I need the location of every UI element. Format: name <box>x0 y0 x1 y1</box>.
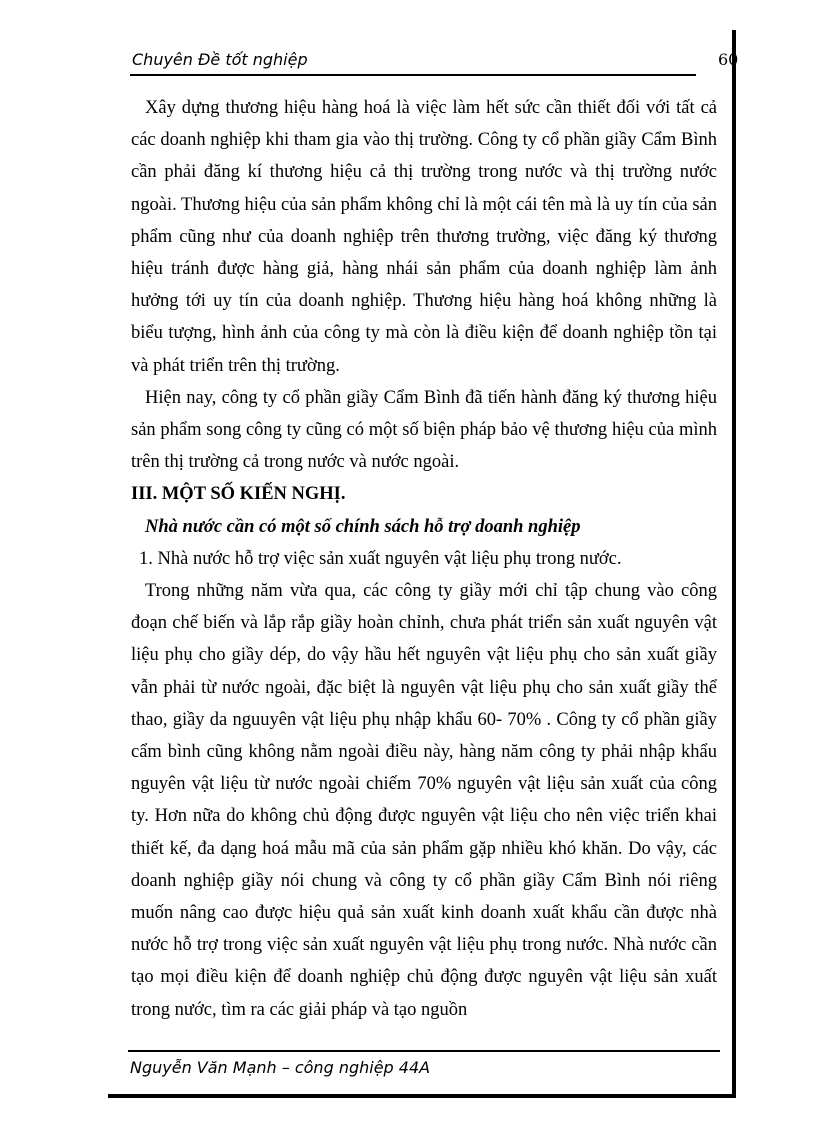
document-body <box>131 92 717 1026</box>
page-number: 60 <box>718 50 739 69</box>
list-item: 1. Nhà nước hỗ trợ việc sản xuất nguyên vật liệu phụ trong nước. <box>139 548 622 569</box>
paragraph: Trong những năm vừa qua, các công ty giầy mới chỉ tập chung vào công đoạn chế biến và lắp rắp giầy hoàn chỉnh, chưa phát triển sản xuất nguyên vật liệu phụ cho giầy dép, do vậy hầu hết nguyên vật liệu phụ cho sản xuất giầy vẫn phải từ nước ngoài, đặc biệt là nguyên vật liệu phụ cho sản xuất giầy thể thao, giầy da nguuyên vật liệu phụ nhập khẩu 60- 70% . Công ty cổ phần giầy cẩm bình cũng không nằm ngoài điều này, hàng năm công ty phải nhập khẩu nguyên vật liệu từ nước ngoài chiếm 70% nguyên vật liệu sản xuất của công ty. Hơn nữa do không chủ động được nguyên vật liệu cho nên việc triển khai thiết kế, đa dạng hoá mẫu mã của sản phẩm gặp nhiều khó khăn. Do vậy, các doanh nghiệp giầy nói chung và công ty cổ phần giầy Cẩm Bình nói riêng muốn nâng cao được hiệu quả sản xuất kinh doanh xuất khẩu cần được nhà nước hỗ trợ trong việc sản xuất nguyên vật liệu phụ trong nước. Nhà nước cần tạo mọi điều kiện để doanh nghiệp chủ động được nguyên vật liệu sản xuất trong nước, tìm ra các giải pháp và tạo nguồn <box>131 581 717 1020</box>
paragraph: Hiện nay, công ty cổ phần giầy Cẩm Bình đã tiến hành đăng ký thương hiệu sản phẩm song công ty cũng có một số biện pháp bảo vệ thương hiệu của mình trên thị trường cả trong nước và nước ngoài. <box>131 387 717 473</box>
section-heading: III. MỘT SỐ KIẾN NGHỊ. <box>131 484 346 505</box>
header-title: Chuyên Đề tốt nghiệp <box>132 50 308 69</box>
footer-rule <box>128 1050 720 1052</box>
subheading: Nhà nước cần có một số chính sách hỗ trợ doanh nghiệp <box>145 516 581 537</box>
paragraph: Xây dựng thương hiệu hàng hoá là việc làm hết sức cần thiết đối với tất cả các doanh nghiệp khi tham gia vào thị trường. Công ty cổ phần giầy Cẩm Bình cần phải đăng kí thương hiệu cả thị trường trong nước và thị trường nước ngoài. Thương hiệu của sản phẩm không chỉ là một cái tên mà là uy tín của sản phẩm cũng như của doanh nghiệp trên thương trường, việc đăng ký thương hiệu tránh được hàng giả, hàng nhái sản phẩm của doanh nghiệp làm ảnh hưởng tới uy tín của doanh nghiệp. Thương hiệu hàng hoá không những là biểu tượng, hình ảnh của công ty mà còn là điều kiện để doanh nghiệp tồn tại và phát triển trên thị trường. <box>131 98 717 376</box>
running-header <box>130 48 696 76</box>
footer-author: Nguyễn Văn Mạnh – công nghiệp 44A <box>130 1058 431 1077</box>
